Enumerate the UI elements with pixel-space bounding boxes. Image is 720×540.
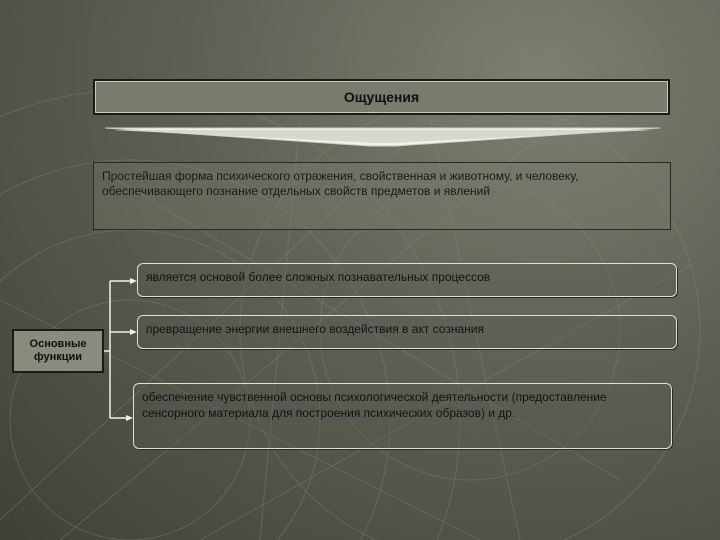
- function-item-2: [137, 315, 677, 349]
- function-text-1: является основой более сложных познавательных процессов: [146, 270, 491, 284]
- functions-box: [12, 329, 104, 373]
- functions-label: Основные функции: [29, 338, 87, 363]
- function-item-3: [133, 383, 672, 449]
- title-text: Ощущения: [343, 89, 420, 105]
- function-text-3: обеспечение чувственной основы психологической деятельности (предоставление сенсорного материала для построения психических образов) и др.: [142, 390, 607, 420]
- title-box: [93, 79, 670, 115]
- definition-box: [93, 162, 671, 230]
- title-pointer-wedge: [105, 126, 660, 148]
- function-text-2: превращение энергии внешнего воздействия в акт сознания: [146, 322, 484, 336]
- definition-text: Простейшая форма психического отражения, свойственная и животному, и человеку, обеспечивающего познание отдельных свойств предметов и явлений: [102, 169, 579, 198]
- function-item-1: [137, 263, 677, 297]
